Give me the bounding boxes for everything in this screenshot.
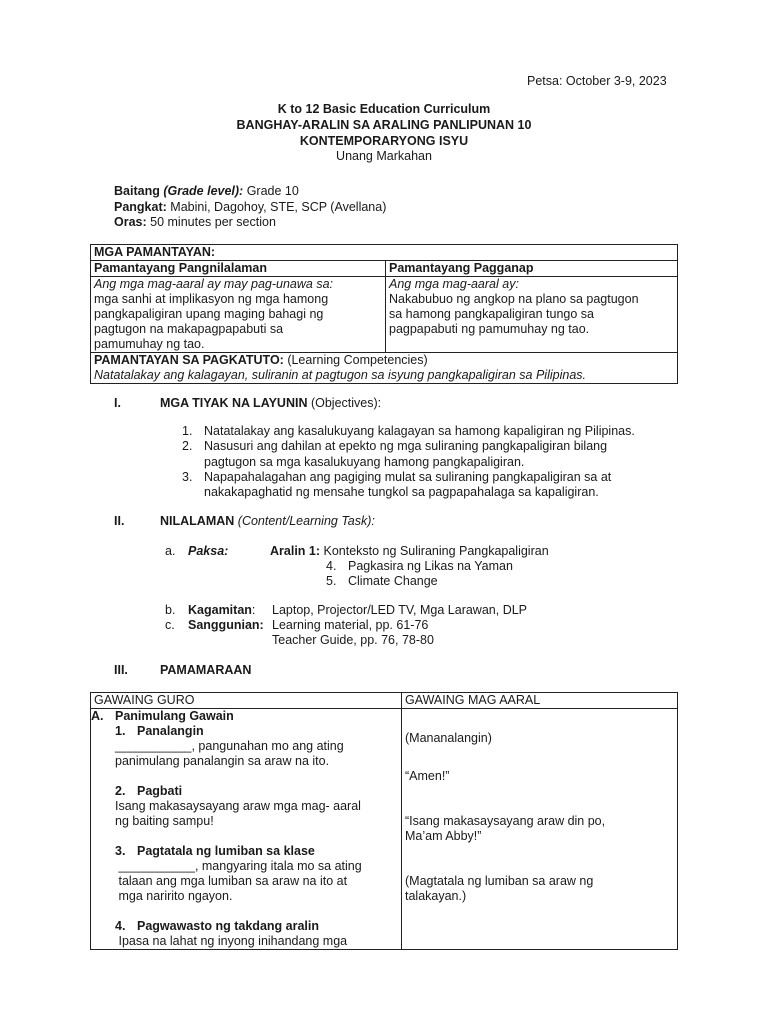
grade-label: Baitang bbox=[114, 184, 160, 198]
step-title: 1. Panalangin bbox=[115, 724, 204, 738]
competency-text: Natatalakay ang kalagayan, suliranin at pagtugon sa isyung pangkapaligiran sa Pilipinas. bbox=[94, 368, 586, 382]
section-a-title: Panimulang Gawain bbox=[115, 709, 234, 723]
curriculum-title: K to 12 Basic Education Curriculum bbox=[277, 102, 491, 116]
content-heading bbox=[160, 514, 375, 529]
time-line bbox=[114, 215, 276, 230]
objective-text: pagtugon sa mga kasalukuyang hamong pangkapaligiran. bbox=[204, 455, 525, 469]
content-standard-line: pagtugon na makapagpapabuti sa bbox=[94, 322, 284, 336]
quarter-title: Unang Markahan bbox=[336, 149, 432, 163]
student-response: (Magtatala ng lumiban sa araw ng bbox=[405, 874, 594, 888]
step-text: panimulang panalangin sa araw na ito. bbox=[115, 754, 330, 768]
step-title: 3. Pagtatala ng lumiban sa klase bbox=[115, 844, 315, 858]
sanggunian-value: Teacher Guide, pp. 76, 78-80 bbox=[272, 633, 434, 647]
subtopic-text: Pagkasira ng Likas na Yaman bbox=[348, 559, 513, 573]
grade-value: Grade 10 bbox=[246, 184, 299, 198]
subject-title: KONTEMPORARYONG ISYU bbox=[299, 134, 469, 148]
standards-table bbox=[90, 244, 678, 384]
competency-label-en: (Learning Competencies) bbox=[287, 353, 428, 367]
student-response: talakayan.) bbox=[405, 889, 467, 903]
date: Petsa: October 3-9, 2023 bbox=[527, 74, 667, 88]
objectives-heading bbox=[160, 396, 381, 411]
student-response: “Amen!” bbox=[405, 769, 450, 783]
step-text: mga naririto ngayon. bbox=[115, 889, 233, 903]
competency-cell bbox=[91, 353, 678, 384]
content-standard-header: Pamantayang Pangnilalaman bbox=[91, 261, 386, 277]
subtopic-number: 5. bbox=[326, 574, 337, 588]
objective-text: Nasusuri ang dahilan at epekto ng mga suliraning pangkapaligiran bilang bbox=[204, 439, 608, 453]
performance-standard-cell bbox=[386, 277, 678, 353]
objective-number: 1. bbox=[182, 424, 193, 438]
kagamitan-value: Laptop, Projector/LED TV, Mga Larawan, DLP bbox=[272, 603, 528, 617]
competency-label: PAMANTAYAN SA PAGKATUTO: bbox=[94, 353, 284, 367]
step-text: Ipasa na lahat ng inyong inihandang mga bbox=[115, 934, 348, 948]
performance-standard-line: Nakabubuo ng angkop na plano sa pagtugon bbox=[389, 292, 639, 306]
student-response: “Isang makasaysayang araw din po, bbox=[405, 814, 606, 828]
paksa-label: Paksa: bbox=[188, 544, 229, 558]
content-standard-cell bbox=[91, 277, 386, 353]
content-standard-line: pangkapaligiran upang maging bahagi ng bbox=[94, 307, 324, 321]
content-title: NILALAMAN bbox=[160, 514, 235, 528]
step-title: 4. Pagwawasto ng takdang aralin bbox=[115, 919, 319, 933]
step-text: ___________, pangunahan mo ang ating bbox=[115, 739, 344, 753]
content-title-en: (Content/Learning Task): bbox=[237, 514, 375, 528]
sanggunian-label: Sanggunian: bbox=[188, 618, 264, 632]
objective-text: Napapahalagahan ang pagiging mulat sa suliraning pangkapaligiran sa at bbox=[204, 470, 612, 484]
subtopic-number: 4. bbox=[326, 559, 337, 573]
teacher-column-header: GAWAING GURO bbox=[91, 693, 402, 709]
procedure-table bbox=[90, 692, 678, 950]
kagamitan-label: Kagamitan bbox=[188, 603, 252, 617]
objective-text: Natatalakay ang kasalukuyang kalagayan sa hamong kapaligiran ng Pilipinas. bbox=[204, 424, 635, 438]
aralin-text: Konteksto ng Suliraning Pangkapaligiran bbox=[323, 544, 549, 558]
step-text: ___________, mangyaring itala mo sa ating bbox=[115, 859, 362, 873]
sanggunian-letter: c. bbox=[165, 618, 175, 632]
student-activities-cell bbox=[402, 709, 678, 950]
sanggunian-value: Learning material, pp. 61-76 bbox=[272, 618, 429, 632]
student-response: (Mananalangin) bbox=[405, 731, 492, 745]
grade-line bbox=[114, 184, 299, 199]
lesson-plan-title: BANGHAY-ARALIN SA ARALING PANLIPUNAN 10 bbox=[236, 118, 532, 132]
section-label: Pangkat: bbox=[114, 200, 167, 214]
section-a-heading bbox=[91, 709, 398, 724]
content-numeral: II. bbox=[114, 514, 125, 528]
objectives-title-en: (Objectives): bbox=[310, 396, 382, 410]
aralin-line bbox=[270, 544, 549, 559]
grade-label-en: (Grade level): bbox=[163, 184, 244, 198]
paksa-letter: a. bbox=[165, 544, 176, 558]
teacher-activities-cell bbox=[91, 709, 402, 950]
step-text: talaan ang mga lumiban sa araw na ito at bbox=[115, 874, 348, 888]
step-text: Isang makasaysayang araw mga mag- aaral bbox=[115, 799, 361, 813]
kagamitan-letter: b. bbox=[165, 603, 176, 617]
subtopic-text: Climate Change bbox=[348, 574, 438, 588]
section-value: Mabini, Dagohoy, STE, SCP (Avellana) bbox=[170, 200, 387, 214]
step-text: ng baiting sampu! bbox=[115, 814, 214, 828]
performance-standard-header: Pamantayang Pagganap bbox=[386, 261, 678, 277]
objective-number: 2. bbox=[182, 439, 193, 453]
time-value: 50 minutes per section bbox=[150, 215, 276, 229]
objective-number: 3. bbox=[182, 470, 193, 484]
objectives-numeral: I. bbox=[114, 396, 121, 410]
procedure-title: PAMAMARAAN bbox=[160, 663, 252, 677]
performance-standard-line: pagpapabuti ng pamumuhay ng tao. bbox=[389, 322, 590, 336]
performance-standard-line: sa hamong pangkapaligiran tungo sa bbox=[389, 307, 595, 321]
kagamitan-line: Kagamitan: bbox=[188, 603, 256, 617]
content-standard-line: mga sanhi at implikasyon ng mga hamong bbox=[94, 292, 329, 306]
content-standard-intro: Ang mga mag-aaral ay may pag-unawa sa: bbox=[94, 277, 334, 291]
student-column-header: GAWAING MAG AARAL bbox=[402, 693, 678, 709]
section-a-letter: A. bbox=[91, 709, 104, 723]
step-title: 2. Pagbati bbox=[115, 784, 183, 798]
objective-text: nakakapaghatid ng mensahe tungkol sa pagpapahalaga sa kapaligiran. bbox=[204, 485, 599, 499]
objectives-title: MGA TIYAK NA LAYUNIN bbox=[160, 396, 308, 410]
student-response: Ma’am Abby!” bbox=[405, 829, 482, 843]
performance-standard-intro: Ang mga mag-aaral ay: bbox=[389, 277, 519, 291]
procedure-numeral: III. bbox=[114, 663, 128, 677]
aralin-label: Aralin 1: bbox=[270, 544, 321, 558]
section-line bbox=[114, 200, 386, 215]
content-standard-line: pamumuhay ng tao. bbox=[94, 337, 205, 351]
standards-heading: MGA PAMANTAYAN: bbox=[91, 245, 678, 261]
time-label: Oras: bbox=[114, 215, 147, 229]
